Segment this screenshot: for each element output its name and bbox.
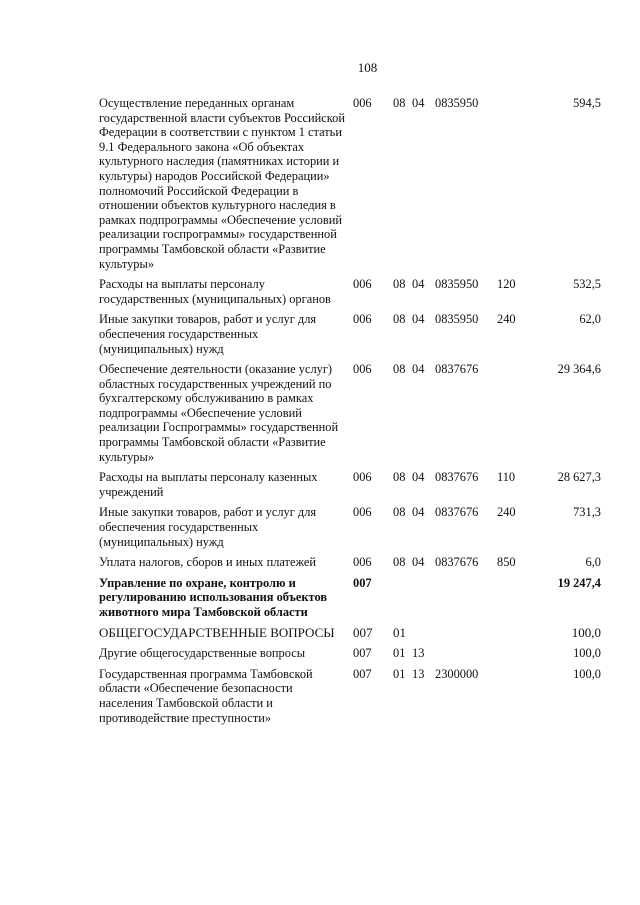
row-ved-code: 007 — [353, 624, 373, 640]
row-target-article-code: 0835950 — [435, 277, 479, 292]
table-row — [99, 362, 601, 464]
row-name: Осуществление переданных органам государственной власти субъектов Российской Федерации в соответствии с пунктом 1 статьи 9.1 Федерального закона «Об объектах культурного наследия (памятниках истории и культуры) народов Российской Федерации» полномочий Российской Федерации в отношении объектов культурного наследия в рамках подпрограммы «Обеспечение условий реализации госпрограммы» государственной программы Тамбовской области «Развитие культуры» — [99, 96, 346, 271]
table-row — [99, 626, 601, 641]
row-target-article-code: 0837676 — [435, 505, 479, 520]
row-name: Государственная программа Тамбовской области «Обеспечение безопасности населения Тамбовской области и противодействие преступности» — [99, 666, 313, 725]
table-row — [99, 667, 601, 725]
row-section-code: 01 — [393, 646, 406, 661]
row-target-article-code: 2300000 — [435, 666, 479, 681]
row-amount: 100,0 — [573, 666, 601, 681]
row-subsection-code: 04 — [412, 555, 425, 570]
table-row — [99, 505, 601, 549]
row-expense-type-code: 110 — [497, 470, 516, 485]
row-target-article-code: 0837676 — [435, 555, 479, 570]
row-subsection-code: 04 — [412, 505, 425, 520]
row-subsection-code: 04 — [412, 96, 425, 110]
row-subsection-code: 04 — [412, 277, 425, 292]
page-number: 108 — [357, 60, 378, 75]
row-amount: 100,0 — [571, 624, 601, 640]
row-ved-code: 006 — [353, 555, 372, 570]
row-name: Другие общегосударственные вопросы — [99, 646, 306, 661]
table-row — [99, 646, 601, 661]
row-name: ОБЩЕГОСУДАРСТВЕННЫЕ ВОПРОСЫ — [99, 624, 335, 640]
table-row — [99, 470, 601, 499]
row-name: Обеспечение деятельности (оказание услуг) областных государственных учреждений по бухгалтерскому обслуживанию в рамках подпрограммы «Обеспечение условий реализации Госпрограммы» государственной программы Тамбовской области «Развитие культуры» — [99, 362, 339, 464]
row-amount: 29 364,6 — [557, 362, 601, 377]
row-ved-code: 006 — [353, 277, 372, 292]
row-target-article-code: 0835950 — [435, 96, 479, 110]
row-ved-code: 006 — [353, 362, 372, 377]
row-name: Уплата налогов, сборов и иных платежей — [99, 555, 317, 570]
row-expense-type-code: 120 — [497, 277, 516, 292]
row-amount: 594,5 — [573, 96, 601, 110]
row-target-article-code: 0835950 — [435, 312, 479, 327]
row-target-article-code: 0837676 — [435, 362, 479, 377]
table-row — [99, 96, 601, 271]
row-amount: 532,5 — [573, 277, 601, 292]
row-subsection-code: 04 — [412, 470, 425, 485]
row-section-code: 08 — [393, 505, 406, 520]
row-section-code: 08 — [393, 312, 406, 327]
row-target-article-code: 0837676 — [435, 470, 479, 485]
row-subsection-code: 13 — [412, 666, 425, 681]
row-section-code: 08 — [393, 470, 406, 485]
row-section-code: 01 — [393, 666, 406, 681]
row-amount: 62,0 — [579, 312, 601, 327]
row-ved-code: 006 — [353, 312, 372, 327]
row-subsection-code: 04 — [412, 312, 425, 327]
row-amount: 731,3 — [573, 505, 601, 520]
row-name: Иные закупки товаров, работ и услуг для обеспечения государственных (муниципальных) нужд — [99, 505, 317, 549]
row-ved-code: 006 — [353, 470, 372, 485]
row-name: Расходы на выплаты персоналу государственных (муниципальных) органов — [99, 277, 331, 306]
row-section-code: 08 — [393, 555, 406, 570]
row-subsection-code: 04 — [412, 362, 425, 377]
row-amount: 28 627,3 — [557, 470, 601, 485]
row-subsection-code: 13 — [412, 646, 425, 661]
row-section-code: 08 — [393, 96, 406, 110]
row-expense-type-code: 850 — [497, 555, 516, 570]
row-section-code: 01 — [393, 624, 406, 640]
row-name: Иные закупки товаров, работ и услуг для обеспечения государственных (муниципальных) нужд — [99, 312, 317, 356]
row-amount: 19 247,4 — [557, 575, 601, 590]
row-section-code: 08 — [393, 362, 406, 377]
row-ved-code: 007 — [353, 575, 372, 590]
table-row — [99, 555, 601, 570]
row-ved-code: 006 — [353, 505, 372, 520]
row-name: Управление по охране, контролю и регулированию использования объектов животного мира Тамбовской области — [99, 575, 328, 619]
row-expense-type-code: 240 — [497, 312, 516, 327]
row-ved-code: 007 — [353, 646, 372, 661]
table-row — [99, 576, 601, 620]
row-ved-code: 007 — [353, 666, 372, 681]
table-row — [99, 277, 601, 306]
budget-table — [99, 96, 601, 731]
row-amount: 6,0 — [585, 555, 601, 570]
table-row — [99, 312, 601, 356]
row-ved-code: 006 — [353, 96, 372, 110]
row-amount: 100,0 — [573, 646, 601, 661]
row-name: Расходы на выплаты персоналу казенных учреждений — [99, 470, 318, 499]
row-section-code: 08 — [393, 277, 406, 292]
row-expense-type-code: 240 — [497, 505, 516, 520]
